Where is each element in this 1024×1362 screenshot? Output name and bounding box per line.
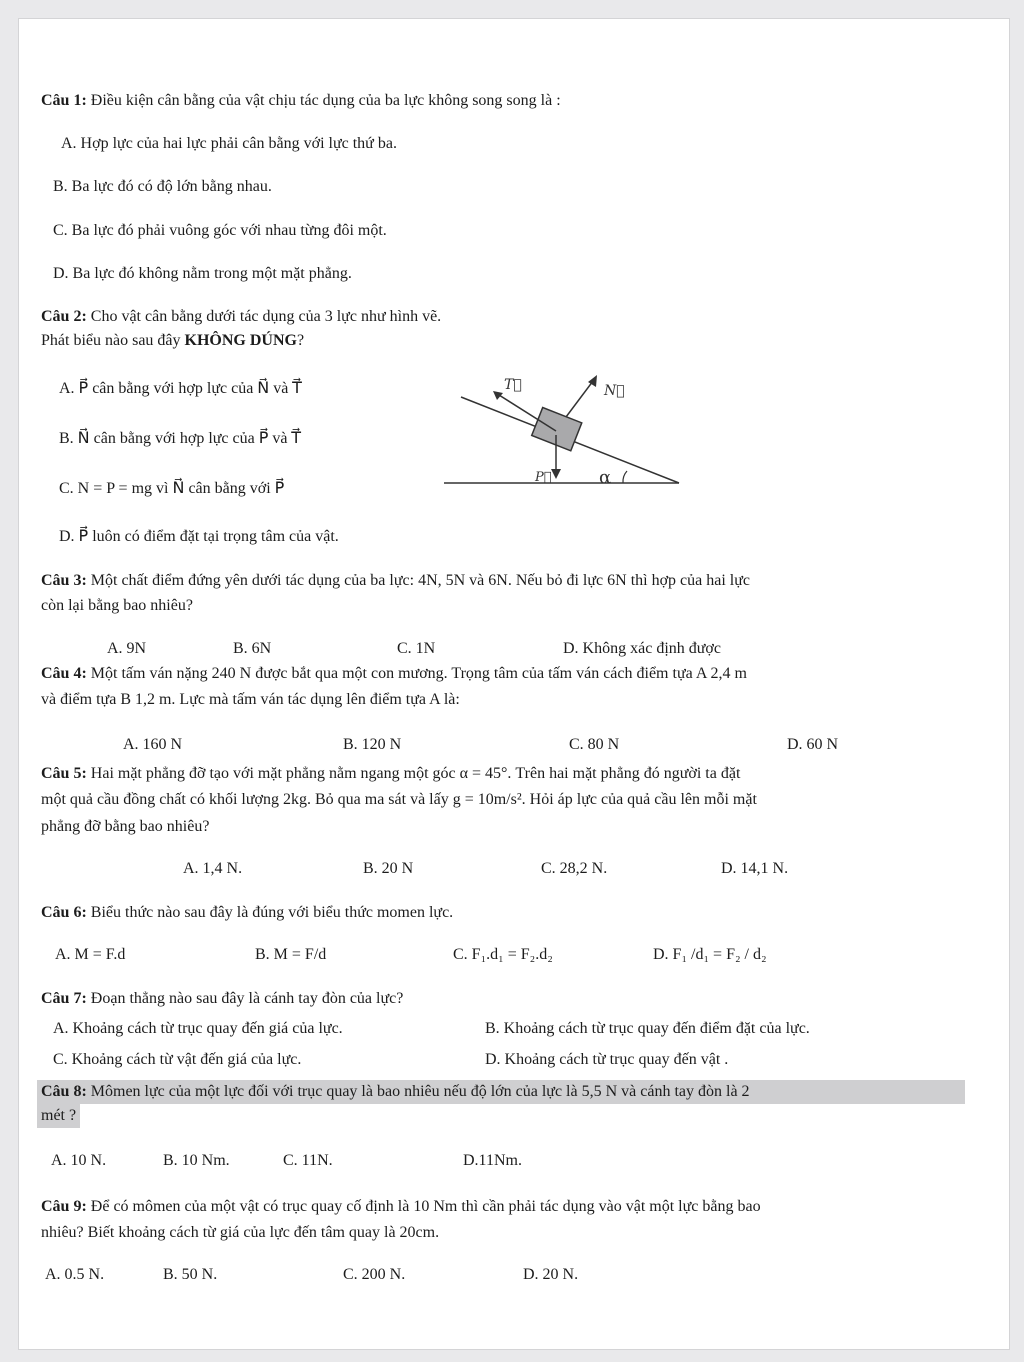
q5-option-c: C. 28,2 N. <box>541 860 608 877</box>
q8-option-a: A. 10 N. <box>51 1152 107 1169</box>
question-5 <box>41 764 740 784</box>
question-4 <box>41 664 747 684</box>
question-7-label: Câu 7: <box>41 990 87 1007</box>
question-1-label: Câu 1: <box>41 92 87 109</box>
question-2-label: Câu 2: <box>41 308 87 325</box>
q2-prompt-pre: Phát biểu nào sau đây <box>41 332 185 349</box>
question-4-text: Một tấm ván nặng 240 N được bắt qua một con mương. Trọng tâm của tấm ván cách điểm tựa A 2,4 m <box>86 665 747 682</box>
q3-option-a: A. 9N <box>107 640 147 657</box>
question-5-text-3: phẳng đỡ bằng bao nhiêu? <box>41 818 210 835</box>
q4-option-c: C. 80 N <box>569 736 620 753</box>
question-2 <box>41 307 441 327</box>
q1-option-b: B. Ba lực đó có độ lớn bằng nhau. <box>53 178 272 195</box>
exam-page <box>18 18 1010 1350</box>
q1-option-c: C. Ba lực đó phải vuông góc với nhau từng đôi một. <box>53 222 387 239</box>
q1-option-d: D. Ba lực đó không nằm trong một mặt phẳng. <box>53 265 352 282</box>
question-5-text: Hai mặt phẳng đỡ tạo với mặt phẳng nằm ngang một góc α = 45°. Trên hai mặt phẳng đó người ta đặt <box>86 765 741 782</box>
q8-option-b: B. 10 Nm. <box>163 1152 230 1169</box>
question-1-text: Điều kiện cân bằng của vật chịu tác dụng của ba lực không song song là : <box>86 92 561 109</box>
q4-option-d: D. 60 N <box>787 736 839 753</box>
q6-option-b: B. M = F/d <box>255 946 327 963</box>
q9-option-b: B. 50 N. <box>163 1266 218 1283</box>
question-8-text-2: mét ? <box>37 1104 80 1128</box>
q7-option-a: A. Khoảng cách từ trục quay đến giá của lực. <box>53 1020 343 1037</box>
question-3-text: Một chất điểm đứng yên dưới tác dụng của ba lực: 4N, 5N và 6N. Nếu bỏ đi lực 6N thì hợp của hai lực <box>86 572 751 589</box>
question-3-text-2: còn lại bằng bao nhiêu? <box>41 597 193 614</box>
q2-option-b: B. N⃗ cân bằng với hợp lực của P⃗ và T⃗ <box>59 430 301 447</box>
question-4-label: Câu 4: <box>41 665 87 682</box>
q2-prompt-bold: KHÔNG DÚNG <box>184 332 297 349</box>
weight-arrowhead <box>551 469 561 479</box>
question-4-text-2: và điểm tựa B 1,2 m. Lực mà tấm ván tác dụng lên điểm tựa A là: <box>41 691 460 708</box>
question-6-text: Biểu thức nào sau đây là đúng với biểu thức momen lực. <box>86 904 454 921</box>
q2-prompt-post: ? <box>296 332 305 349</box>
q8-option-d: D.11Nm. <box>463 1152 522 1169</box>
q7-option-d: D. Khoảng cách từ trục quay đến vật . <box>485 1051 729 1068</box>
question-9-text-2: nhiêu? Biết khoảng cách từ giá của lực đến tâm quay là 20cm. <box>41 1224 440 1241</box>
q6-option-d: D. F₁ /d₁ = F₂ / d₂ <box>653 946 767 963</box>
q5-option-a: A. 1,4 N. <box>183 860 243 877</box>
question-1 <box>41 91 561 111</box>
q4-option-b: B. 120 N <box>343 736 402 753</box>
q3-option-c: C. 1N <box>397 640 436 657</box>
q6-option-a: A. M = F.d <box>55 946 126 963</box>
question-9 <box>41 1197 761 1217</box>
question-3 <box>41 571 750 591</box>
question-7 <box>41 989 403 1009</box>
normal-label: N⃗ <box>604 383 625 399</box>
q7-option-c: C. Khoảng cách từ vật đến giá của lực. <box>53 1051 302 1068</box>
question-6-label: Câu 6: <box>41 904 87 921</box>
incline-figure <box>429 359 699 499</box>
tension-label: T⃗ <box>504 377 522 393</box>
question-2-prompt <box>41 331 304 351</box>
question-7-text: Đoạn thẳng nào sau đây là cánh tay đòn của lực? <box>86 990 404 1007</box>
q6-option-c: C. F₁.d₁ = F₂.d₂ <box>453 946 553 963</box>
q9-option-a: A. 0.5 N. <box>45 1266 105 1283</box>
q1-option-a: A. Hợp lực của hai lực phải cân bằng với lực thứ ba. <box>61 135 397 152</box>
question-9-text: Để có mômen của một vật có trục quay cố định là 10 Nm thì cần phải tác dụng vào vật một lực bằng bao <box>86 1198 761 1215</box>
question-5-text-2: một quả cầu đồng chất có khối lượng 2kg. Bỏ qua ma sát và lấy g = 10m/s². Hỏi áp lực của quả cầu lên mỗi mặt <box>41 791 757 808</box>
question-9-label: Câu 9: <box>41 1198 87 1215</box>
q7-option-b: B. Khoảng cách từ trục quay đến điểm đặt của lực. <box>485 1020 810 1037</box>
question-3-label: Câu 3: <box>41 572 87 589</box>
q9-option-c: C. 200 N. <box>343 1266 406 1283</box>
q3-option-d: D. Không xác định được <box>563 640 721 657</box>
normal-arrow <box>566 381 593 417</box>
q3-option-b: B. 6N <box>233 640 272 657</box>
q4-option-a: A. 160 N <box>123 736 183 753</box>
alpha-label: α <box>599 467 612 488</box>
q5-option-b: B. 20 N <box>363 860 414 877</box>
question-2-text: Cho vật cân bằng dưới tác dụng của 3 lực như hình vẽ. <box>86 308 442 325</box>
question-6 <box>41 903 453 923</box>
q5-option-d: D. 14,1 N. <box>721 860 789 877</box>
q9-option-d: D. 20 N. <box>523 1266 579 1283</box>
question-8-text: Mômen lực của một lực đối với trục quay là bao nhiêu nếu độ lớn của lực là 5,5 N và cánh tay đòn là 2 <box>86 1083 750 1100</box>
tension-arrowhead <box>493 391 503 400</box>
angle-arc <box>623 471 627 483</box>
q2-option-a: A. P⃗ cân bằng với hợp lực của N⃗ và T⃗ <box>59 380 302 397</box>
weight-label: P⃗ <box>535 470 552 485</box>
q2-option-d: D. P⃗ luôn có điểm đặt tại trọng tâm của vật. <box>59 528 339 545</box>
q2-option-c: C. N = P = mg vì N⃗ cân bằng với P⃗ <box>59 480 285 497</box>
question-8 <box>37 1080 965 1104</box>
q8-option-c: C. 11N. <box>283 1152 333 1169</box>
question-8-label: Câu 8: <box>41 1083 87 1100</box>
question-5-label: Câu 5: <box>41 765 87 782</box>
